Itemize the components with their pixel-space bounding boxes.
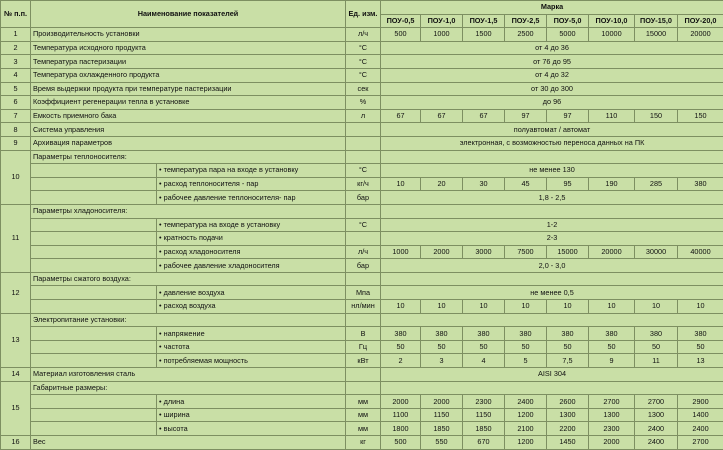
empty-cell (31, 191, 157, 205)
value-cell: 190 (589, 177, 635, 191)
row-number: 11 (1, 204, 31, 272)
group-item-row (1, 327, 723, 341)
row-name: Система управления (31, 123, 346, 137)
value-span-cell: AISI 304 (381, 368, 723, 382)
item-name: • высота (157, 422, 346, 436)
row-unit: мм (346, 408, 381, 422)
model-header: ПОУ-15,0 (635, 14, 678, 28)
value-cell: 2400 (635, 422, 678, 436)
row-unit: Мпа (346, 286, 381, 300)
value-cell: 3000 (463, 245, 505, 259)
value-cell: 15000 (547, 245, 589, 259)
group-item-row (1, 191, 723, 205)
row-unit (346, 368, 381, 382)
value-cell: 150 (678, 109, 723, 123)
empty-cell (346, 313, 381, 327)
empty-cell (31, 327, 157, 341)
value-cell: 1300 (547, 408, 589, 422)
table-row (1, 368, 723, 382)
value-cell: 50 (381, 340, 421, 354)
table-row (1, 436, 723, 450)
group-item-row (1, 300, 723, 314)
row-unit: нл/мин (346, 300, 381, 314)
value-cell: 45 (505, 177, 547, 191)
row-number: 6 (1, 96, 31, 110)
item-name: • рабочее давление хладоносителя (157, 259, 346, 273)
empty-cell (381, 272, 723, 286)
value-cell: 20000 (678, 28, 723, 42)
value-span-cell: 2,0 - 3,0 (381, 259, 723, 273)
table-row (1, 96, 723, 110)
value-cell: 4 (463, 354, 505, 368)
table-row (1, 55, 723, 69)
row-unit: кВт (346, 354, 381, 368)
value-cell: 1850 (421, 422, 463, 436)
row-unit: кг (346, 436, 381, 450)
value-cell: 50 (463, 340, 505, 354)
value-cell: 1200 (505, 408, 547, 422)
value-cell: 13 (678, 354, 723, 368)
value-cell: 380 (678, 327, 723, 341)
group-title: Параметры хладоносителя: (31, 204, 346, 218)
value-cell: 7,5 (547, 354, 589, 368)
row-number: 8 (1, 123, 31, 137)
empty-cell (381, 204, 723, 218)
value-cell: 1450 (547, 436, 589, 450)
value-cell: 97 (505, 109, 547, 123)
empty-cell (31, 232, 157, 246)
group-title: Габаритные размеры: (31, 381, 346, 395)
value-span-cell: 1-2 (381, 218, 723, 232)
row-unit: °С (346, 55, 381, 69)
table-row (1, 109, 723, 123)
model-header: ПОУ-10,0 (589, 14, 635, 28)
value-span-cell: до 96 (381, 96, 723, 110)
value-cell: 10 (678, 300, 723, 314)
header-brand: Марка (381, 1, 723, 15)
value-cell: 1300 (635, 408, 678, 422)
empty-cell (31, 340, 157, 354)
model-header: ПОУ-2,5 (505, 14, 547, 28)
value-cell: 1850 (463, 422, 505, 436)
value-span-cell: 1,8 - 2,5 (381, 191, 723, 205)
value-span-cell: от 30 до 300 (381, 82, 723, 96)
row-unit (346, 232, 381, 246)
row-unit: л/ч (346, 28, 381, 42)
value-cell: 670 (463, 436, 505, 450)
value-cell: 50 (547, 340, 589, 354)
row-unit: сек (346, 82, 381, 96)
row-name: Производительность установки (31, 28, 346, 42)
item-name: • расход теплоносителя - пар (157, 177, 346, 191)
value-span-cell: электронная, с возможностью переноса данных на ПК (381, 136, 723, 150)
group-title-row (1, 381, 723, 395)
value-cell: 2000 (421, 245, 463, 259)
row-unit: кг/ч (346, 177, 381, 191)
row-unit (346, 136, 381, 150)
value-cell: 285 (635, 177, 678, 191)
value-cell: 10000 (589, 28, 635, 42)
group-item-row (1, 232, 723, 246)
value-cell: 5 (505, 354, 547, 368)
empty-cell (31, 408, 157, 422)
value-cell: 67 (381, 109, 421, 123)
value-cell: 1300 (589, 408, 635, 422)
value-cell: 2000 (589, 436, 635, 450)
item-name: • расход хладоносителя (157, 245, 346, 259)
group-title-row (1, 272, 723, 286)
row-number: 13 (1, 313, 31, 367)
value-cell: 1800 (381, 422, 421, 436)
value-cell: 550 (421, 436, 463, 450)
row-number: 3 (1, 55, 31, 69)
value-cell: 2200 (547, 422, 589, 436)
value-cell: 67 (421, 109, 463, 123)
value-cell: 1000 (421, 28, 463, 42)
item-name: • частота (157, 340, 346, 354)
value-cell: 2000 (381, 395, 421, 409)
value-cell: 2400 (505, 395, 547, 409)
group-item-row (1, 286, 723, 300)
value-cell: 10 (635, 300, 678, 314)
value-cell: 380 (635, 327, 678, 341)
row-unit (346, 123, 381, 137)
group-item-row (1, 422, 723, 436)
value-cell: 380 (547, 327, 589, 341)
value-cell: 2000 (421, 395, 463, 409)
value-cell: 10 (421, 300, 463, 314)
empty-cell (31, 354, 157, 368)
value-cell: 40000 (678, 245, 723, 259)
group-item-row (1, 218, 723, 232)
value-cell: 10 (463, 300, 505, 314)
group-item-row (1, 340, 723, 354)
value-cell: 1150 (421, 408, 463, 422)
row-number: 5 (1, 82, 31, 96)
row-unit: % (346, 96, 381, 110)
row-number: 15 (1, 381, 31, 435)
empty-cell (31, 286, 157, 300)
row-name: Материал изготовления сталь (31, 368, 346, 382)
value-cell: 380 (589, 327, 635, 341)
group-title: Параметры теплоносителя: (31, 150, 346, 164)
value-cell: 20 (421, 177, 463, 191)
value-cell: 95 (547, 177, 589, 191)
row-name: Температура охлажденного продукта (31, 68, 346, 82)
value-cell: 500 (381, 436, 421, 450)
value-cell: 2400 (635, 436, 678, 450)
value-cell: 10 (381, 177, 421, 191)
row-name: Архивация параметров (31, 136, 346, 150)
row-unit: л/ч (346, 245, 381, 259)
table-row (1, 41, 723, 55)
item-name: • рабочее давление теплоносителя- пар (157, 191, 346, 205)
group-title-row (1, 150, 723, 164)
value-cell: 2 (381, 354, 421, 368)
row-number: 12 (1, 272, 31, 313)
row-number: 7 (1, 109, 31, 123)
value-cell: 380 (463, 327, 505, 341)
value-cell: 50 (678, 340, 723, 354)
value-cell: 97 (547, 109, 589, 123)
row-unit: бар (346, 191, 381, 205)
row-unit: °С (346, 41, 381, 55)
value-cell: 11 (635, 354, 678, 368)
item-name: • длина (157, 395, 346, 409)
group-title-row (1, 204, 723, 218)
value-span-cell: от 76 до 95 (381, 55, 723, 69)
value-span-cell: не менее 130 (381, 164, 723, 178)
row-unit: Гц (346, 340, 381, 354)
value-cell: 10 (381, 300, 421, 314)
model-header: ПОУ-20,0 (678, 14, 723, 28)
row-unit: °С (346, 68, 381, 82)
item-name: • кратность подачи (157, 232, 346, 246)
value-cell: 500 (381, 28, 421, 42)
table-row (1, 82, 723, 96)
item-name: • температура на входе в установку (157, 218, 346, 232)
value-cell: 50 (421, 340, 463, 354)
group-title-row (1, 313, 723, 327)
group-item-row (1, 177, 723, 191)
group-item-row (1, 164, 723, 178)
row-name: Коэффициент регенерации тепла в установке (31, 96, 346, 110)
value-cell: 2600 (547, 395, 589, 409)
row-name: Температура пастеризации (31, 55, 346, 69)
value-cell: 150 (635, 109, 678, 123)
group-title: Параметры сжатого воздуха: (31, 272, 346, 286)
table-row (1, 123, 723, 137)
value-cell: 50 (505, 340, 547, 354)
row-unit: °С (346, 164, 381, 178)
value-cell: 380 (381, 327, 421, 341)
group-item-row (1, 354, 723, 368)
value-cell: 20000 (589, 245, 635, 259)
value-cell: 1400 (678, 408, 723, 422)
value-cell: 2700 (678, 436, 723, 450)
value-cell: 380 (505, 327, 547, 341)
header-unit: Ед. изм. (346, 1, 381, 28)
value-cell: 10 (589, 300, 635, 314)
empty-cell (381, 381, 723, 395)
model-header: ПОУ-1,5 (463, 14, 505, 28)
empty-cell (381, 150, 723, 164)
row-number: 14 (1, 368, 31, 382)
item-name: • температура пара на входе в установку (157, 164, 346, 178)
value-cell: 9 (589, 354, 635, 368)
item-name: • потребляемая мощность (157, 354, 346, 368)
value-cell: 1150 (463, 408, 505, 422)
table-row (1, 28, 723, 42)
model-header: ПОУ-5,0 (547, 14, 589, 28)
value-cell: 2100 (505, 422, 547, 436)
value-cell: 2500 (505, 28, 547, 42)
model-header: ПОУ-1,0 (421, 14, 463, 28)
empty-cell (31, 300, 157, 314)
value-cell: 2300 (463, 395, 505, 409)
header-row (1, 1, 723, 15)
empty-cell (346, 272, 381, 286)
row-name: Емкость приемного бака (31, 109, 346, 123)
row-name: Температура исходного продукта (31, 41, 346, 55)
header-name: Наименование показателей (31, 1, 346, 28)
row-unit: бар (346, 259, 381, 273)
row-unit: мм (346, 395, 381, 409)
value-cell: 67 (463, 109, 505, 123)
row-number: 16 (1, 436, 31, 450)
empty-cell (346, 381, 381, 395)
table-row (1, 68, 723, 82)
item-name: • давление воздуха (157, 286, 346, 300)
row-number: 2 (1, 41, 31, 55)
value-cell: 2400 (678, 422, 723, 436)
row-unit: мм (346, 422, 381, 436)
group-item-row (1, 408, 723, 422)
group-title: Электропитание установки: (31, 313, 346, 327)
value-cell: 15000 (635, 28, 678, 42)
empty-cell (346, 204, 381, 218)
value-span-cell: 2-3 (381, 232, 723, 246)
value-cell: 7500 (505, 245, 547, 259)
row-number: 4 (1, 68, 31, 82)
value-cell: 2700 (635, 395, 678, 409)
value-cell: 3 (421, 354, 463, 368)
empty-cell (31, 395, 157, 409)
row-name: Время выдержки продукта при температуре пастеризации (31, 82, 346, 96)
empty-cell (346, 150, 381, 164)
value-cell: 2700 (589, 395, 635, 409)
group-item-row (1, 395, 723, 409)
value-cell: 110 (589, 109, 635, 123)
model-header: ПОУ-0,5 (381, 14, 421, 28)
row-number: 10 (1, 150, 31, 204)
item-name: • напряжение (157, 327, 346, 341)
value-span-cell: от 4 до 32 (381, 68, 723, 82)
row-number: 9 (1, 136, 31, 150)
value-cell: 1200 (505, 436, 547, 450)
group-item-row (1, 259, 723, 273)
row-unit: л (346, 109, 381, 123)
value-span-cell: полуавтомат / автомат (381, 123, 723, 137)
item-name: • ширина (157, 408, 346, 422)
value-cell: 1100 (381, 408, 421, 422)
value-span-cell: не менее 0,5 (381, 286, 723, 300)
empty-cell (31, 177, 157, 191)
header-num: № п.п. (1, 1, 31, 28)
empty-cell (31, 245, 157, 259)
table-row (1, 136, 723, 150)
value-cell: 5000 (547, 28, 589, 42)
value-cell: 50 (635, 340, 678, 354)
empty-cell (31, 422, 157, 436)
row-unit: В (346, 327, 381, 341)
value-cell: 30000 (635, 245, 678, 259)
value-span-cell: от 4 до 36 (381, 41, 723, 55)
row-number: 1 (1, 28, 31, 42)
value-cell: 380 (421, 327, 463, 341)
value-cell: 10 (547, 300, 589, 314)
value-cell: 50 (589, 340, 635, 354)
value-cell: 1000 (381, 245, 421, 259)
empty-cell (31, 259, 157, 273)
empty-cell (31, 164, 157, 178)
empty-cell (381, 313, 723, 327)
empty-cell (31, 218, 157, 232)
item-name: • расход воздуха (157, 300, 346, 314)
value-cell: 1500 (463, 28, 505, 42)
row-unit: °С (346, 218, 381, 232)
value-cell: 30 (463, 177, 505, 191)
value-cell: 380 (678, 177, 723, 191)
value-cell: 2900 (678, 395, 723, 409)
value-cell: 2300 (589, 422, 635, 436)
row-name: Вес (31, 436, 346, 450)
group-item-row (1, 245, 723, 259)
value-cell: 10 (505, 300, 547, 314)
